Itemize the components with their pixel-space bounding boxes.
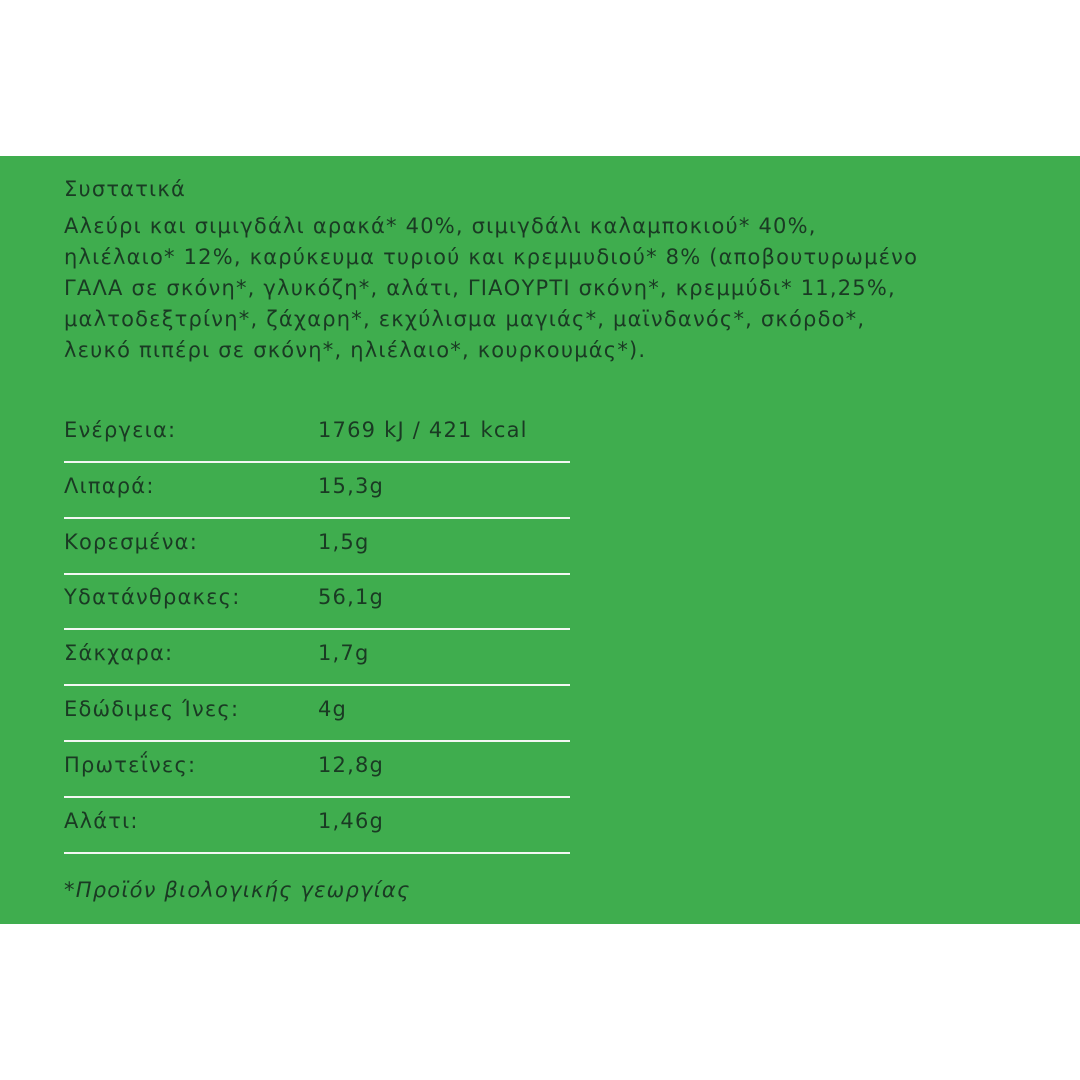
nutrition-label: Υδατάνθρακες: [64, 585, 241, 610]
nutrition-value: 15,3g [318, 473, 385, 498]
nutrition-row-fat [64, 464, 570, 519]
nutrition-row-protein [64, 743, 570, 798]
ingredients-line: ΓΑΛΑ σε σκόνη*, γλυκόζη*, αλάτι, ΓΙΑΟΥΡΤΙ σκόνη*, κρεμμύδι* 11,25%, [64, 276, 896, 300]
nutrition-table [64, 408, 570, 854]
ingredients-line: Αλεύρι και σιμιγδάλι αρακά* 40%, σιμιγδάλι καλαμποκιού* 40%, [64, 214, 817, 238]
organic-footnote: *Προϊόν βιολογικής γεωργίας [64, 878, 411, 902]
nutrition-value: 1,7g [318, 641, 370, 666]
nutrition-label: Σάκχαρα: [64, 641, 174, 666]
ingredients-line: ηλιέλαιο* 12%, καρύκευμα τυριού και κρεμμυδιού* 8% (αποβουτυρωμένο [64, 245, 919, 269]
nutrition-row-sugars [64, 631, 570, 686]
ingredients-line: μαλτοδεξτρίνη*, ζάχαρη*, εκχύλισμα μαγιάς*, μαϊνδανός*, σκόρδο*, [64, 307, 866, 331]
ingredients-line: λευκό πιπέρι σε σκόνη*, ηλιέλαιο*, κουρκουμάς*). [64, 338, 647, 362]
nutrition-label: Ενέργεια: [64, 418, 177, 442]
nutrition-label: Κορεσμένα: [64, 529, 198, 554]
nutrition-value: 1769 kJ / 421 kcal [318, 418, 528, 442]
nutrition-row-salt [64, 799, 570, 854]
nutrition-value: 1,5g [318, 529, 370, 554]
nutrition-label: Πρωτεΐνες: [64, 752, 197, 777]
nutrition-value: 4g [318, 696, 348, 721]
nutrition-row-fiber [64, 687, 570, 742]
ingredients-heading: Συστατικά [64, 177, 186, 201]
nutrition-label: Εδώδιμες Ίνες: [64, 696, 240, 721]
nutrition-value: 1,46g [318, 808, 385, 833]
nutrition-row-carbohydrates [64, 575, 570, 630]
nutrition-label: Λιπαρά: [64, 473, 155, 498]
nutrition-row-energy [64, 408, 570, 463]
ingredients-text [64, 211, 1064, 366]
nutrition-row-saturated [64, 520, 570, 575]
nutrition-value: 12,8g [318, 752, 385, 777]
nutrition-value: 56,1g [318, 585, 385, 610]
nutrition-label: Αλάτι: [64, 808, 139, 833]
